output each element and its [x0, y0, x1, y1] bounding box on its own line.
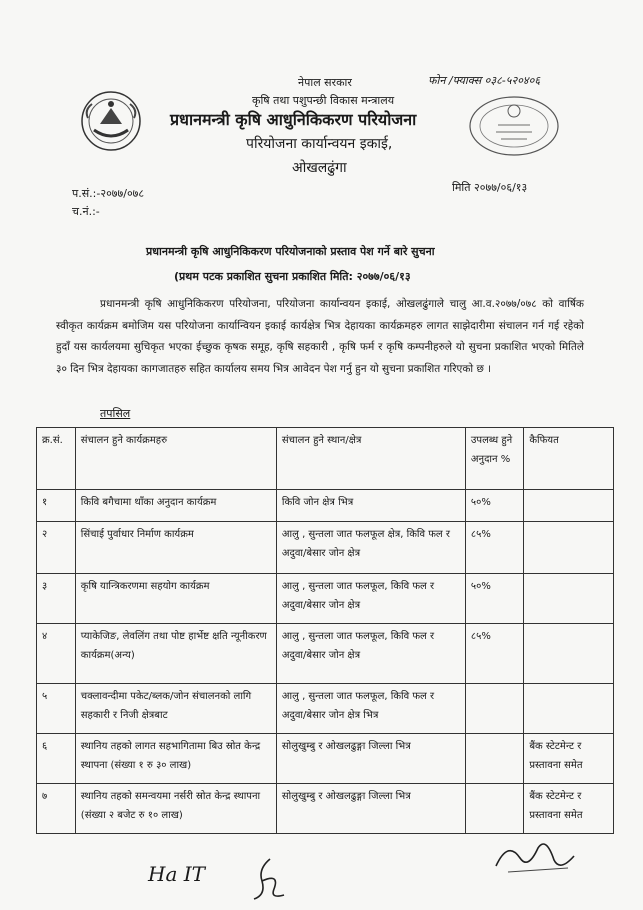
schedule-heading: तपसिल	[100, 407, 131, 420]
phone-fax: फोन /फ्याक्स ०३८-५२०४०६	[428, 74, 541, 87]
cell-remarks: बैंक स्टेटमेन्ट र प्रस्तावना समेत	[524, 784, 614, 834]
cell-serial: १	[37, 490, 76, 522]
cell-location: आलु , सुन्तला जात फलफूल, किवि फल र अदुवा/बेसार जोन क्षेत्र	[276, 574, 465, 624]
reference-number: प.सं.:-२०७७/०७८	[72, 187, 145, 200]
govt-name: नेपाल सरकार	[298, 76, 352, 89]
table-row	[37, 624, 614, 684]
cell-program: प्याकेजिङ, लेवलिंग तथा पोष्ट हार्भेष्ट क्षति न्यूनीकरण कार्यक्रम(अन्य)	[75, 624, 276, 684]
cell-location: आलु , सुन्तला जात फलफूल, किवि फल र अदुवा/बेसार जोन क्षेत्र	[276, 624, 465, 684]
cell-program: चक्लावन्दीमा पकेट/ब्लक/जोन संचालनको लागि सहकारी र निजी क्षेत्रबाट	[75, 684, 276, 734]
office-seal-stamp-icon	[468, 95, 560, 157]
header-serial: क्र.सं.	[37, 428, 76, 490]
program-table	[36, 427, 614, 834]
cell-serial: ६	[37, 734, 76, 784]
cell-remarks	[524, 490, 614, 522]
header-grant: उपलब्ध हुने अनुदान %	[465, 428, 523, 490]
header-location: संचालन हुने स्थान/क्षेत्र	[276, 428, 465, 490]
cell-grant: ८५%	[465, 522, 523, 574]
cell-remarks	[524, 624, 614, 684]
table-row	[37, 490, 614, 522]
officer-signature-icon	[488, 830, 578, 880]
cell-grant	[465, 784, 523, 834]
header-remarks: कैफियत	[524, 428, 614, 490]
cell-program: स्थानिय तहको लागत सहभागितामा बिउ स्रोत केन्द्र स्थापना (संख्या १ रु ३० लाख)	[75, 734, 276, 784]
cell-grant: ५०%	[465, 490, 523, 522]
place-name: ओखलढुंगा	[292, 160, 347, 176]
cell-program: किवि बगैचामा थाँका अनुदान कार्यक्रम	[75, 490, 276, 522]
table-header-row	[37, 428, 614, 490]
table-row	[37, 784, 614, 834]
unit-name: परियोजना कार्यान्वयन इकाई,	[246, 136, 393, 152]
cell-grant: ५०%	[465, 574, 523, 624]
cell-grant	[465, 684, 523, 734]
cell-location: आलु , सुन्तला जात फलफूल क्षेत्र, किवि फल र अदुवा/बेसार जोन क्षेत्र	[276, 522, 465, 574]
cell-remarks	[524, 684, 614, 734]
cell-location: सोलुखुम्बु र ओखलढुङ्गा जिल्ला भित्र	[276, 784, 465, 834]
nepal-emblem-icon	[80, 90, 142, 152]
notice-title: प्रधानमन्त्री कृषि आधुनिकिकरण परियोजनाको प्रस्ताव पेश गर्ने बारे सुचना	[146, 245, 435, 258]
notice-date: मिति २०७७/०६/१३	[452, 181, 528, 194]
notice-subtitle: (प्रथम पटक प्रकाशित सुचना प्रकाशित मिति: २०७७/०६/१३	[174, 270, 411, 283]
cell-grant	[465, 734, 523, 784]
table-row	[37, 684, 614, 734]
cell-remarks: बैंक स्टेटमेन्ट र प्रस्तावना समेत	[524, 734, 614, 784]
handwritten-initials: Ha IT	[148, 862, 205, 886]
cell-location: सोलुखुम्बु र ओखलढुङ्गा जिल्ला भित्र	[276, 734, 465, 784]
cell-program: कृषि यान्त्रिकरणमा सहयोग कार्यक्रम	[75, 574, 276, 624]
cell-remarks	[524, 574, 614, 624]
handwritten-signature-icon	[240, 855, 300, 903]
cell-serial: २	[37, 522, 76, 574]
cell-program: सिंचाई पुर्वाधार निर्माण कार्यक्रम	[75, 522, 276, 574]
notice-body: प्रधानमन्त्री कृषि आधुनिकिकरण परियोजना, परियोजना कार्यान्वयन इकाई, ओखलढुंगाले चालु आ.व.२०७७/०७८ को वार्षिक स्वीकृत कार्यक्रम बमोजिम यस परियोजना कार्यान्वियन इकाई कार्यक्षेत्र भित्र देहायका कार्यक्रमहरु लागत साझेदारीमा संचालन गर्न गई रहेको हुदाँ यस कार्यलयमा सुचिकृत भएका ईच्छुक कृषक समूह, कृषि सहकारी , कृषि फर्म र कृषि कम्पनीहरुले यो सुचना प्रकाशित भएको मितिले ३० दिन भित्र देहायका कागजातहरु सहित कार्यालय समय भित्र आवेदन पेश गर्नु हुन यो सुचना प्रकाशित गरिएको छ ।	[56, 298, 584, 375]
table-row	[37, 734, 614, 784]
dispatch-number: च.नं.:-	[72, 205, 100, 218]
cell-serial: ७	[37, 784, 76, 834]
table-row	[37, 522, 614, 574]
cell-location: किवि जोन क्षेत्र भित्र	[276, 490, 465, 522]
cell-grant: ८५%	[465, 624, 523, 684]
cell-serial: ३	[37, 574, 76, 624]
cell-serial: ४	[37, 624, 76, 684]
cell-location: आलु , सुन्तला जात फलफूल, किवि फल र अदुवा/बेसार जोन क्षेत्र भित्र	[276, 684, 465, 734]
table-row	[37, 574, 614, 624]
project-name: प्रधानमन्त्री कृषि आधुनिकिकरण परियोजना	[170, 110, 417, 129]
ministry-name: कृषि तथा पशुपन्छी विकास मन्त्रालय	[252, 94, 395, 107]
cell-remarks	[524, 522, 614, 574]
cell-serial: ५	[37, 684, 76, 734]
header-program: संचालन हुने कार्यक्रमहरु	[75, 428, 276, 490]
cell-program: स्थानिय तहको समन्वयमा नर्सरी स्रोत केन्द्र स्थापना (संख्या २ बजेट रु १० लाख)	[75, 784, 276, 834]
